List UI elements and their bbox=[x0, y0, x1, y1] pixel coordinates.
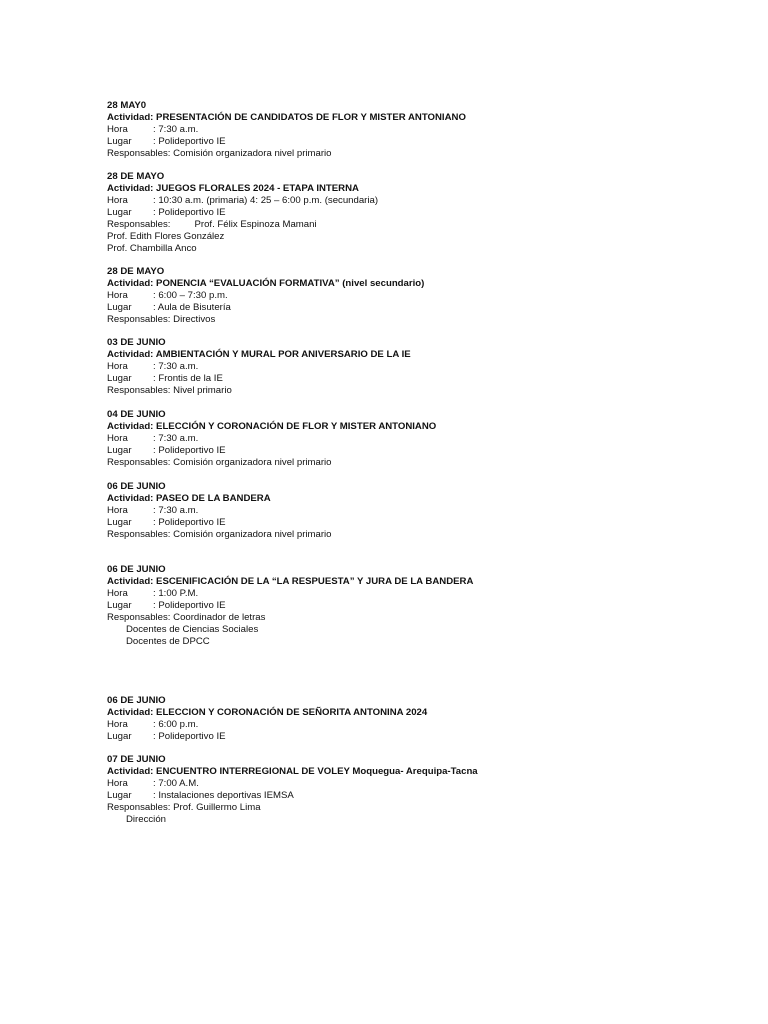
event-responsable-extra: Prof. Chambilla Anco bbox=[107, 243, 197, 254]
event-responsables: Responsables: Prof. Félix Espinoza Mamani bbox=[107, 219, 317, 230]
event-hora: Hora : 10:30 a.m. (primaria) 4: 25 – 6:00 p.m. (secundaria) bbox=[107, 195, 379, 206]
event-activity: Actividad: AMBIENTACIÓN Y MURAL POR ANIVERSARIO DE LA IE bbox=[107, 349, 411, 360]
event-lugar: Lugar : Instalaciones deportivas IEMSA bbox=[107, 790, 294, 801]
event-activity: Actividad: ELECCIÓN Y CORONACIÓN DE FLOR Y MISTER ANTONIANO bbox=[107, 421, 437, 432]
event-date: 07 DE JUNIO bbox=[107, 754, 166, 765]
event-hora: Hora : 7:30 a.m. bbox=[107, 433, 199, 444]
event-responsables: Responsables: Directivos bbox=[107, 314, 216, 325]
event-hora: Hora : 1:00 P.M. bbox=[107, 588, 199, 599]
event-responsable-extra: Dirección bbox=[126, 814, 166, 825]
event-lugar: Lugar : Polideportivo IE bbox=[107, 207, 226, 218]
event-hora: Hora : 7:30 a.m. bbox=[107, 361, 199, 372]
event-activity: Actividad: PASEO DE LA BANDERA bbox=[107, 493, 271, 504]
event-block bbox=[107, 409, 707, 469]
event-date: 28 DE MAYO bbox=[107, 171, 165, 182]
event-activity: Actividad: ESCENIFICACIÓN DE LA “LA RESPUESTA” Y JURA DE LA BANDERA bbox=[107, 576, 474, 587]
event-activity: Actividad: JUEGOS FLORALES 2024 - ETAPA INTERNA bbox=[107, 183, 359, 194]
event-responsable-extra: Docentes de DPCC bbox=[126, 636, 210, 647]
event-date: 04 DE JUNIO bbox=[107, 409, 166, 420]
event-block bbox=[107, 100, 707, 160]
event-date: 06 DE JUNIO bbox=[107, 564, 166, 575]
event-activity: Actividad: ELECCION Y CORONACIÓN DE SEÑORITA ANTONINA 2024 bbox=[107, 707, 428, 718]
event-responsable-extra: Prof. Edith Flores González bbox=[107, 231, 225, 242]
event-block bbox=[107, 337, 707, 397]
event-responsables: Responsables: Comisión organizadora nivel primario bbox=[107, 529, 332, 540]
event-hora: Hora : 7:00 A.M. bbox=[107, 778, 199, 789]
event-block bbox=[107, 171, 707, 255]
event-responsable-extra: Docentes de Ciencias Sociales bbox=[126, 624, 259, 635]
event-hora: Hora : 6:00 p.m. bbox=[107, 719, 199, 730]
event-lugar: Lugar : Aula de Bisutería bbox=[107, 302, 231, 313]
event-activity: Actividad: PRESENTACIÓN DE CANDIDATOS DE FLOR Y MISTER ANTONIANO bbox=[107, 112, 466, 123]
event-lugar: Lugar : Polideportivo IE bbox=[107, 517, 226, 528]
event-date: 28 DE MAYO bbox=[107, 266, 165, 277]
event-lugar: Lugar : Polideportivo IE bbox=[107, 600, 226, 611]
event-block bbox=[107, 564, 707, 648]
event-lugar: Lugar : Polideportivo IE bbox=[107, 136, 226, 147]
event-responsables: Responsables: Comisión organizadora nivel primario bbox=[107, 148, 332, 159]
event-activity: Actividad: ENCUENTRO INTERREGIONAL DE VOLEY Moquegua- Arequipa-Tacna bbox=[107, 766, 478, 777]
event-lugar: Lugar : Polideportivo IE bbox=[107, 445, 226, 456]
event-lugar: Lugar : Frontis de la IE bbox=[107, 373, 223, 384]
event-responsables: Responsables: Coordinador de letras bbox=[107, 612, 266, 623]
event-date: 06 DE JUNIO bbox=[107, 481, 166, 492]
event-block bbox=[107, 695, 707, 743]
event-block bbox=[107, 754, 707, 826]
event-activity: Actividad: PONENCIA “EVALUACIÓN FORMATIVA” (nivel secundario) bbox=[107, 278, 425, 289]
event-block bbox=[107, 266, 707, 326]
event-responsables: Responsables: Nivel primario bbox=[107, 385, 232, 396]
event-date: 03 DE JUNIO bbox=[107, 337, 166, 348]
event-responsables: Responsables: Comisión organizadora nivel primario bbox=[107, 457, 332, 468]
event-date: 28 MAY0 bbox=[107, 100, 147, 111]
event-block bbox=[107, 481, 707, 541]
event-hora: Hora : 6:00 – 7:30 p.m. bbox=[107, 290, 228, 301]
event-lugar: Lugar : Polideportivo IE bbox=[107, 731, 226, 742]
event-hora: Hora : 7:30 a.m. bbox=[107, 505, 199, 516]
event-hora: Hora : 7:30 a.m. bbox=[107, 124, 199, 135]
event-responsables: Responsables: Prof. Guillermo Lima bbox=[107, 802, 261, 813]
event-date: 06 DE JUNIO bbox=[107, 695, 166, 706]
